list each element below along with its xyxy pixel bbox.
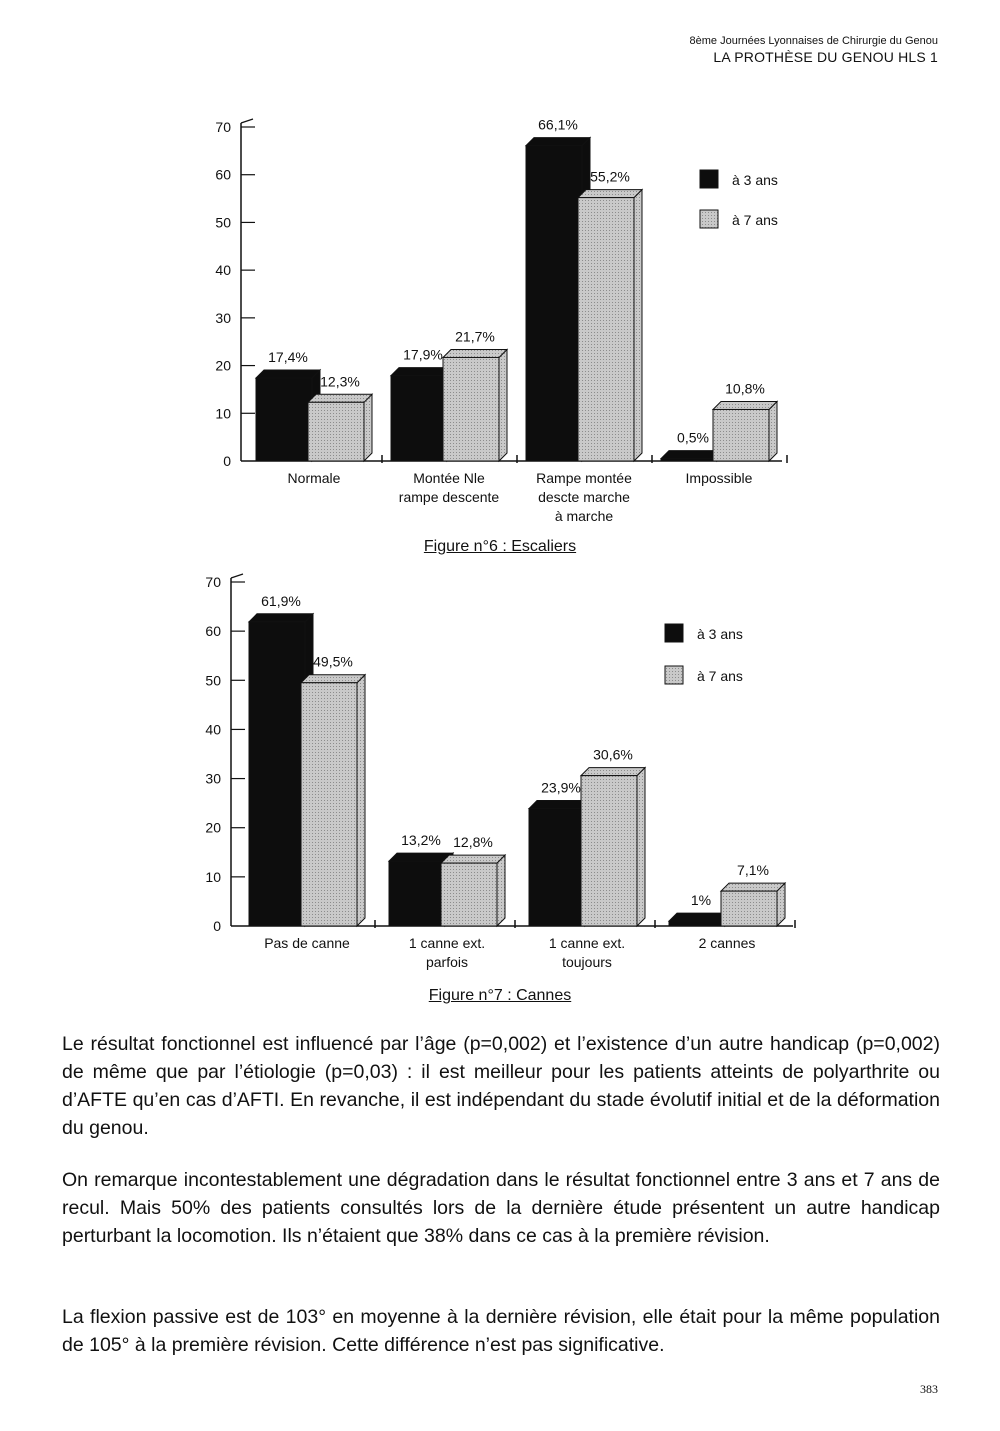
legend-swatch-3-ans	[700, 170, 718, 188]
bar-7-ans	[301, 683, 357, 926]
body-paragraph: Le résultat fonctionnel est influencé par l’âge (p=0,002) et l’existence d’un autre handicap (p=0,002) de même que par l’étiologie (p=0,03) : il est meilleur pour les patients atteints de polyarthrite ou d’AFTE qu’en cas d’AFTI. En revanche, il est indépendant du stade évolutif initial et de la déformation du genou.	[62, 1033, 940, 1139]
bar-3-ans	[529, 809, 585, 926]
category-label: Pas de canne	[264, 935, 350, 951]
data-label: 49,5%	[313, 653, 353, 670]
bar-3-ans-top	[389, 853, 453, 861]
y-tick-label: 10	[215, 405, 231, 422]
bar-3-ans	[391, 376, 447, 461]
data-label: 55,2%	[590, 168, 630, 185]
book-title: LA PROTHÈSE DU GENOU HLS 1	[713, 49, 938, 65]
bar-7-ans-side	[497, 855, 505, 926]
y-tick-label: 20	[205, 819, 221, 836]
y-tick-label: 40	[205, 721, 221, 738]
data-label: 30,6%	[593, 746, 633, 763]
data-label: 10,8%	[725, 380, 765, 397]
data-label: 7,1%	[737, 862, 769, 879]
data-label: 23,9%	[541, 779, 581, 796]
bar-7-ans	[441, 863, 497, 926]
category-label: rampe descente	[398, 489, 500, 505]
category-label: Impossible	[685, 470, 753, 486]
category-label: à marche	[554, 508, 614, 524]
bar-7-ans-top	[578, 190, 642, 198]
category-label: 1 canne ext.	[408, 935, 486, 951]
bar-3-ans	[661, 459, 717, 461]
bar-3-ans	[249, 622, 305, 926]
data-label: 12,3%	[320, 373, 360, 390]
y-tick-label: 70	[205, 574, 221, 590]
bar-3-ans	[389, 861, 445, 926]
bar-7-ans-top	[441, 855, 505, 863]
y-tick-label: 0	[213, 918, 221, 934]
y-tick-label: 50	[215, 214, 231, 231]
bar-7-ans	[308, 402, 364, 461]
bar-3-ans-top	[256, 370, 320, 378]
bar-7-ans	[581, 776, 637, 926]
figure-7-cannes-chart	[0, 566, 1000, 984]
legend-swatch-7-ans	[665, 666, 683, 684]
category-label: parfois	[425, 954, 469, 970]
y-tick-label: 30	[215, 309, 231, 326]
y-tick-label: 70	[215, 119, 231, 135]
y-axis-top-cap	[231, 574, 243, 578]
data-label: 13,2%	[401, 832, 441, 849]
bar-7-ans-side	[637, 768, 645, 926]
figure-7-caption: Figure n°7 : Cannes	[428, 987, 572, 1004]
data-label: 17,9%	[403, 346, 443, 363]
y-tick-label: 40	[215, 262, 231, 279]
category-label: descte marche	[538, 489, 630, 505]
y-tick-label: 20	[215, 357, 231, 374]
bar-3-ans	[669, 921, 725, 926]
bar-3-ans	[256, 378, 312, 461]
data-label: 66,1%	[538, 116, 578, 133]
y-tick-label: 10	[205, 868, 221, 885]
legend-label-7-ans: à 7 ans	[732, 212, 778, 228]
data-label: 0,5%	[677, 429, 709, 446]
body-paragraph: La flexion passive est de 103° en moyenne à la dernière révision, elle était pour la même population de 105° à la première révision. Cette différence n’est pas significative.	[62, 1306, 940, 1356]
bar-7-ans-top	[581, 768, 645, 776]
legend-swatch-3-ans	[665, 624, 683, 642]
running-header	[690, 34, 938, 66]
bar-7-ans-top	[713, 401, 777, 409]
bar-7-ans-top	[308, 394, 372, 402]
bar-7-ans-top	[443, 349, 507, 357]
category-label: toujours	[562, 954, 612, 970]
legend-label-3-ans: à 3 ans	[732, 172, 778, 188]
page-number: 383	[920, 1382, 938, 1396]
bar-7-ans	[443, 357, 499, 461]
y-tick-label: 50	[205, 672, 221, 689]
bar-7-ans-side	[769, 401, 777, 461]
legend-label-3-ans: à 3 ans	[697, 626, 743, 642]
body-paragraph: On remarque incontestablement une dégradation dans le résultat fonctionnel entre 3 ans et 7 ans de recul. Mais 50% des patients consultés lors de la dernière étude présentent un autre handicap perturbant la locomotion. Ils n’étaient que 38% dans ce cas à la première révision.	[62, 1169, 940, 1247]
y-axis-top-cap	[241, 119, 253, 123]
bar-7-ans-side	[364, 394, 372, 461]
category-label: 2 cannes	[698, 935, 756, 951]
category-label: 1 canne ext.	[548, 935, 626, 951]
y-tick-label: 30	[205, 770, 221, 787]
legend-swatch-7-ans	[700, 210, 718, 228]
y-tick-label: 60	[215, 166, 231, 183]
bar-3-ans-top	[526, 138, 590, 146]
bar-7-ans	[578, 198, 634, 461]
bar-3-ans	[526, 146, 582, 461]
bar-7-ans	[713, 409, 769, 461]
bar-7-ans-side	[499, 349, 507, 461]
bar-7-ans	[721, 891, 777, 926]
figure-6-caption: Figure n°6 : Escaliers	[423, 538, 577, 555]
data-label: 12,8%	[453, 834, 493, 851]
y-tick-label: 60	[205, 623, 221, 640]
data-label: 21,7%	[455, 328, 495, 345]
category-label: Montée Nle	[413, 470, 485, 486]
data-label: 17,4%	[268, 348, 308, 365]
bar-7-ans-side	[634, 190, 642, 461]
legend-label-7-ans: à 7 ans	[697, 668, 743, 684]
y-tick-label: 0	[223, 453, 231, 469]
bar-3-ans-top	[249, 614, 313, 622]
data-label: 61,9%	[261, 592, 301, 609]
data-label: 1%	[690, 892, 712, 909]
bar-7-ans-top	[721, 883, 785, 891]
bar-7-ans-side	[357, 675, 365, 926]
category-label: Rampe montée	[536, 470, 632, 486]
category-label: Normale	[287, 470, 341, 486]
conference-title: 8ème Journées Lyonnaises de Chirurgie du Genou	[689, 35, 938, 47]
figure-6-escaliers-chart	[0, 110, 1000, 530]
bar-7-ans-top	[301, 675, 365, 683]
